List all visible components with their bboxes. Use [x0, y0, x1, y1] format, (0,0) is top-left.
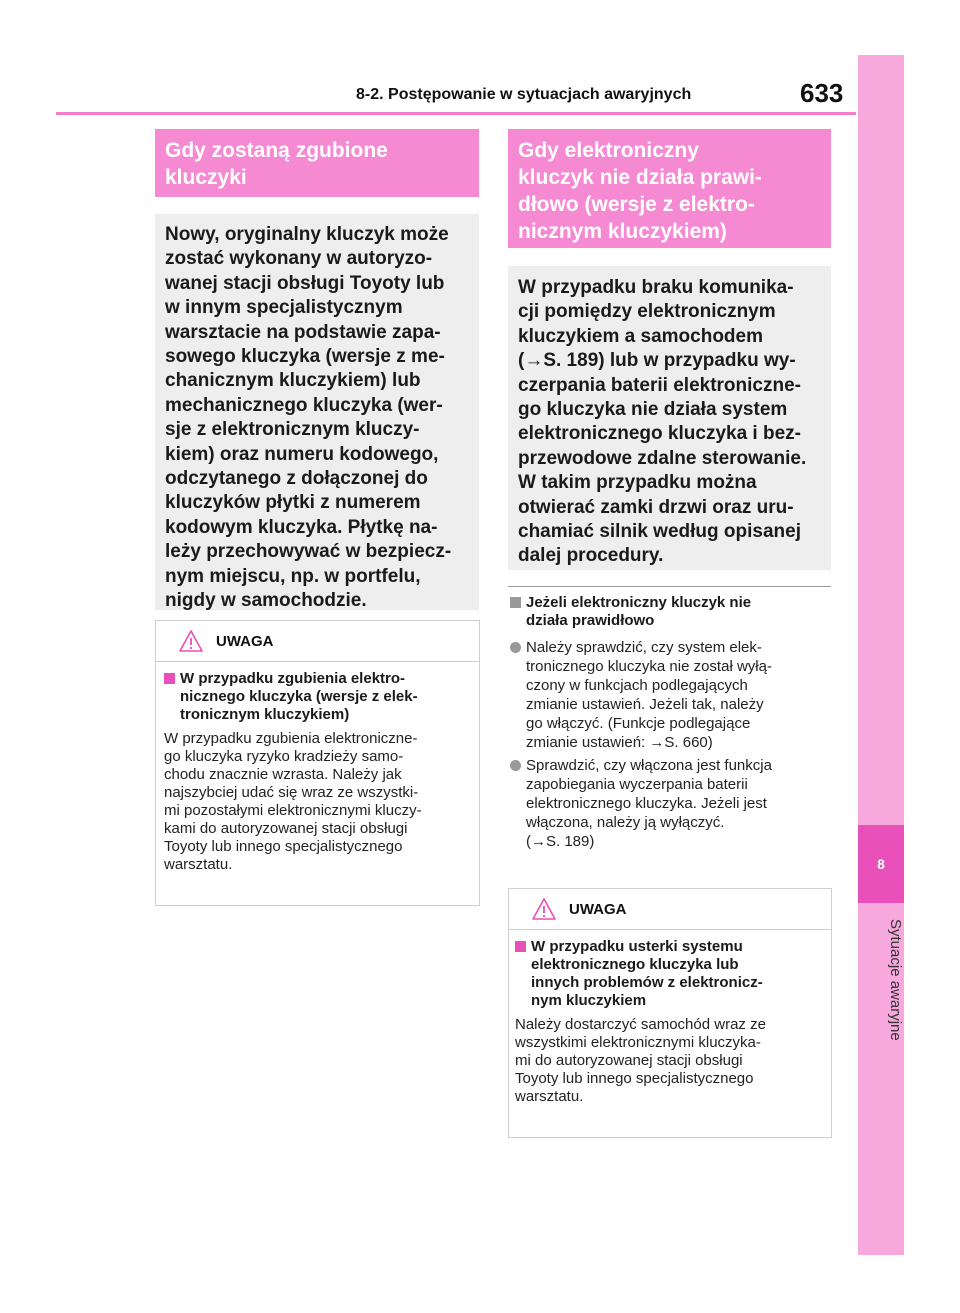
text-line: Należy sprawdzić, czy system elek-: [526, 639, 762, 656]
text-line: leży przechowywać w bezpiecz-: [165, 541, 452, 563]
text-line: zapobiegania wyczerpania baterii: [526, 776, 748, 793]
text-line: mi pozostałymi elektronicznymi kluczy-: [164, 802, 422, 819]
text-line: elektronicznego kluczyka. Jeżeli jest: [526, 795, 767, 812]
chapter-number: 8: [858, 825, 904, 903]
text-line: otwierać zamki drzwi oraz uru-: [518, 496, 794, 518]
check-list: [510, 638, 832, 855]
text-line: W przypadku braku komunika-: [518, 277, 794, 298]
square-bullet-icon: [164, 673, 175, 684]
warning-subtitle: [515, 938, 823, 1010]
lost-keys-warning: [155, 620, 480, 906]
text-line: elektronicznego kluczyka lub: [531, 956, 739, 973]
warning-triangle-icon: [531, 897, 557, 921]
warning-body: [164, 730, 471, 874]
text-line: działa prawidłowo: [526, 612, 655, 629]
text-line: nym miejscu, np. w portfelu,: [165, 565, 421, 587]
text-line: go włączyć. (Funkcje podlegające: [526, 715, 751, 732]
text-line: warsztatu.: [515, 1088, 584, 1105]
list-item: [510, 756, 832, 851]
lost-keys-intro: [155, 214, 479, 610]
text-line: mechanicznego kluczyka (wer-: [165, 394, 443, 416]
text-line: nicznego kluczyka (wersje z elek-: [180, 688, 418, 705]
text-line: zmianie ustawień. Jeżeli tak, należy: [526, 696, 764, 713]
text-line: innych problemów z elektronicz-: [531, 974, 763, 991]
text-line: chamiać silnik według opisanej: [518, 521, 801, 543]
text-line: chanicznym kluczykiem) lub: [165, 370, 421, 392]
text-line: W przypadku zgubienia elektroniczne-: [164, 730, 418, 747]
list-item: [510, 638, 832, 752]
text-line: kluczykiem a samochodem: [518, 325, 763, 347]
text-line: w innym specjalistycznym: [165, 297, 403, 319]
text-line: go kluczyka nie działa system: [518, 399, 788, 421]
subsection-divider: [508, 586, 831, 587]
chapter-side-tab: [858, 55, 904, 1255]
text-line: (→S. 189) lub w przypadku wy-: [518, 350, 796, 372]
text-line: zostać wykonany w autoryzo-: [165, 248, 433, 270]
text-line: kluczyków płytki z numerem: [165, 492, 421, 514]
round-bullet-icon: [510, 760, 521, 771]
warning-subtitle: [164, 670, 471, 724]
text-line: tronicznym kluczykiem): [180, 706, 350, 723]
square-bullet-icon: [510, 597, 521, 608]
warning-header: [156, 621, 479, 662]
text-line: W takim przypadku można: [518, 472, 757, 494]
text-line: chodu znacznie wzrasta. Należy jak: [164, 766, 402, 783]
key-malfunction-intro: [508, 266, 831, 570]
text-line: Toyoty lub innego specjalistycznego: [515, 1070, 754, 1087]
text-line: czerpania baterii elektroniczne-: [518, 374, 801, 396]
warning-triangle-icon: [178, 629, 204, 653]
text-line: Sprawdzić, czy włączona jest funkcja: [526, 757, 772, 774]
title-line: kluczyki: [165, 166, 247, 189]
text-line: dalej procedury.: [518, 545, 664, 567]
title-line: Gdy zostaną zgubione: [165, 139, 388, 162]
text-line: mi do autoryzowanej stacji obsługi: [515, 1052, 743, 1069]
text-line: W przypadku usterki systemu: [531, 938, 743, 955]
text-line: włączona, należy ją wyłączyć.: [526, 814, 725, 831]
text-line: kodowym kluczyka. Płytkę na-: [165, 516, 438, 538]
text-line: tronicznego kluczyka nie został wyłą-: [526, 658, 772, 675]
text-line: W przypadku zgubienia elektro-: [180, 670, 406, 687]
warning-header: [509, 889, 831, 930]
text-line: Należy dostarczyć samochód wraz ze: [515, 1016, 766, 1033]
chapter-label: Sytuacje awaryjne: [887, 919, 904, 1041]
text-line: nigdy w samochodzie.: [165, 590, 367, 612]
text-line: przewodowe zdalne sterowanie.: [518, 447, 807, 469]
text-line: elektronicznego kluczyka i bez-: [518, 423, 801, 445]
text-line: sje z elektronicznym kluczy-: [165, 419, 420, 441]
page-number: 633: [800, 78, 844, 108]
text-line: wanej stacji obsługi Toyoty lub: [165, 272, 445, 294]
text-line: zmianie ustawień: →S. 660): [526, 734, 713, 751]
text-line: kami do autoryzowanej stacji obsługi: [164, 820, 408, 837]
subsection-heading: [510, 594, 830, 630]
title-line: Gdy elektroniczny: [518, 139, 699, 162]
warning-label: UWAGA: [216, 633, 274, 650]
text-line: najszybciej udać się wraz ze wszystki-: [164, 784, 419, 801]
key-malfunction-title: [508, 129, 831, 248]
text-line: go kluczyka ryzyko kradzieży samo-: [164, 748, 404, 765]
text-line: warsztacie na podstawie zapa-: [165, 321, 441, 343]
lost-keys-title: [155, 129, 479, 197]
section-title: 8-2. Postępowanie w sytuacjach awaryjnych: [356, 86, 692, 103]
text-line: czony w funkcjach podlegających: [526, 677, 748, 694]
text-line: wszystkimi elektronicznymi kluczyka-: [515, 1034, 761, 1051]
text-line: Jeżeli elektroniczny kluczyk nie: [526, 594, 752, 611]
square-bullet-icon: [515, 941, 526, 952]
text-line: Nowy, oryginalny kluczyk może: [165, 224, 449, 245]
warning-label: UWAGA: [569, 901, 627, 918]
text-line: nym kluczykiem: [531, 992, 647, 1009]
text-line: warsztatu.: [164, 856, 233, 873]
text-line: kiem) oraz numeru kodowego,: [165, 443, 439, 465]
text-line: (→S. 189): [526, 833, 595, 850]
warning-body: [515, 1016, 823, 1106]
round-bullet-icon: [510, 642, 521, 653]
title-line: nicznym kluczykiem): [518, 220, 727, 243]
text-line: sowego kluczyka (wersje z me-: [165, 346, 445, 368]
key-malfunction-warning: [508, 888, 832, 1138]
title-line: dłowo (wersje z elektro-: [518, 193, 755, 216]
text-line: odczytanego z dołączonej do: [165, 468, 428, 490]
header-divider: [56, 112, 856, 115]
text-line: Toyoty lub innego specjalistycznego: [164, 838, 403, 855]
text-line: cji pomiędzy elektronicznym: [518, 301, 776, 323]
title-line: kluczyk nie działa prawi-: [518, 166, 762, 189]
